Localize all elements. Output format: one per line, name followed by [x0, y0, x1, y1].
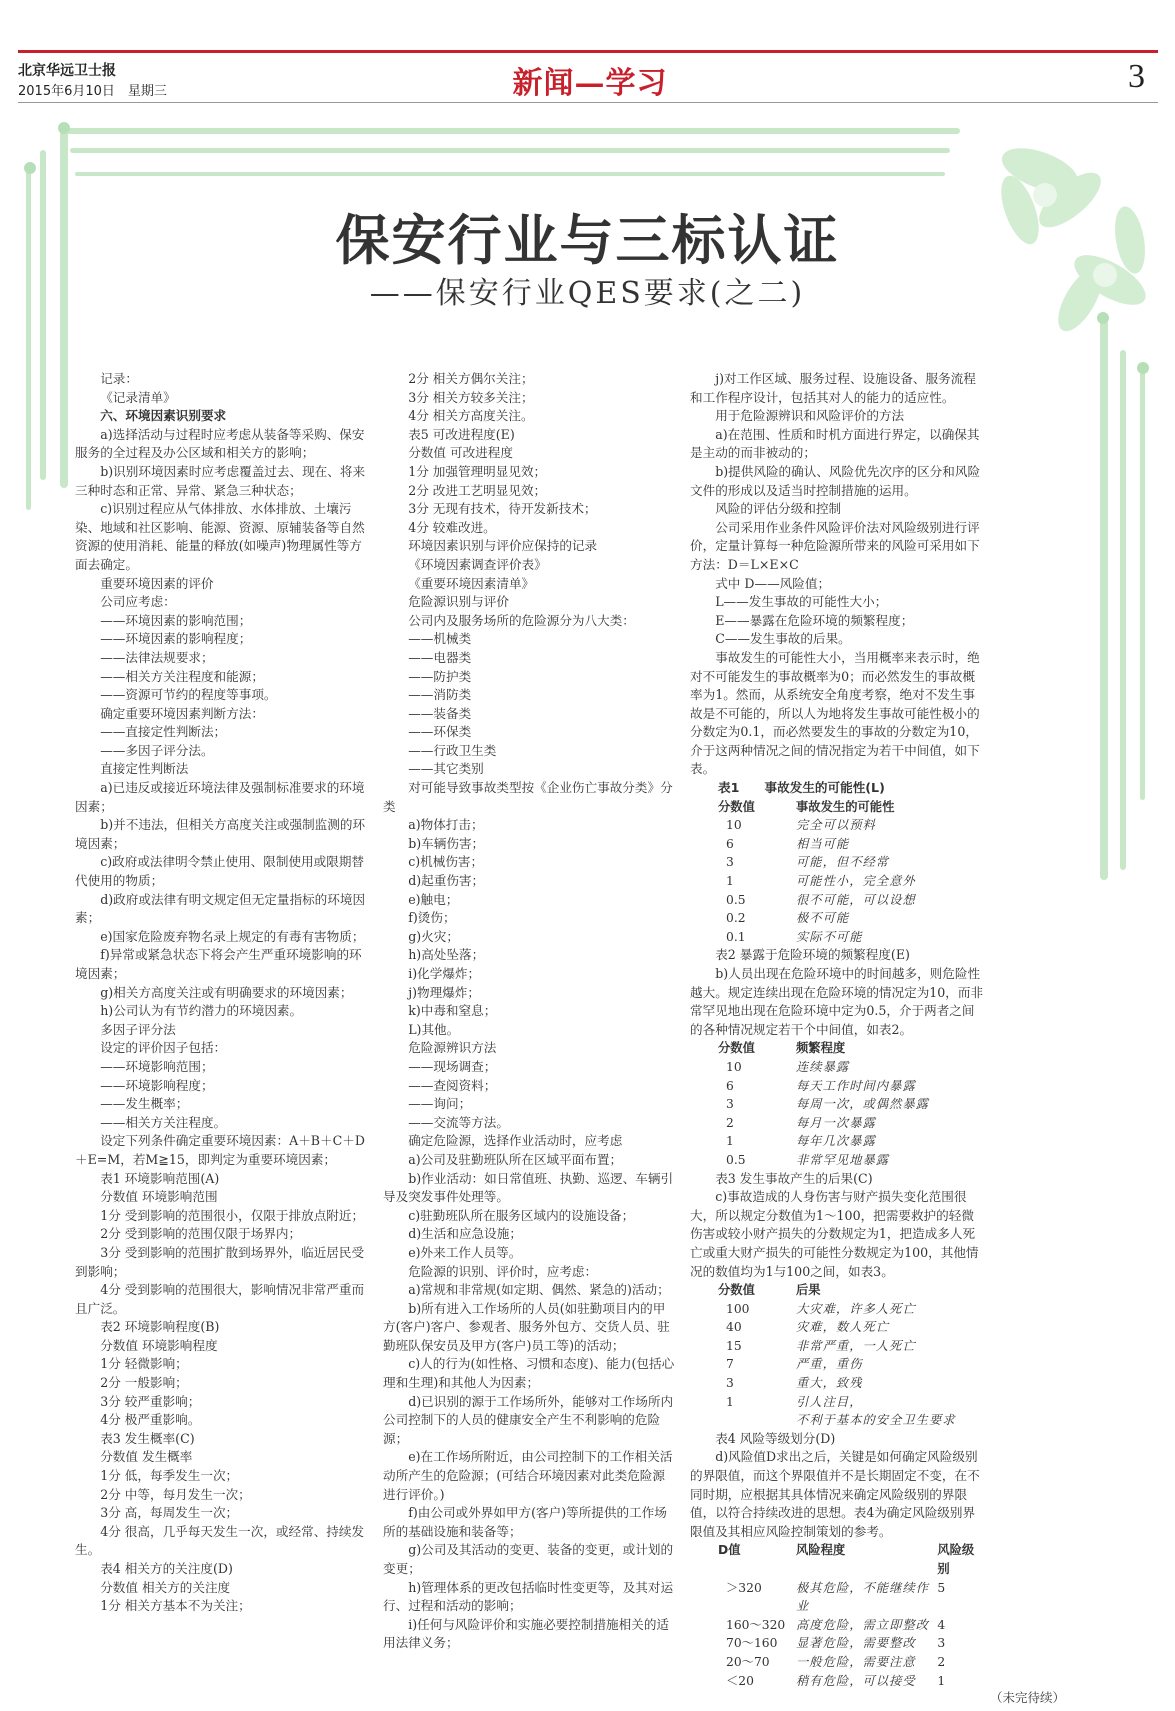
table-cell: 3 — [937, 1636, 946, 1651]
table-row — [690, 928, 985, 947]
paragraph: L——发生事故的可能性大小； — [715, 594, 888, 610]
table-cell: 1 — [726, 874, 734, 889]
paragraph: 分数值 相关方的关注度 — [100, 1579, 231, 1595]
table-header-cell: 风险程度 — [796, 1543, 846, 1558]
table-header-cell: 后果 — [796, 1283, 821, 1298]
paragraph: 3分 无现有技术，待开发新技术； — [408, 501, 597, 517]
frame-dot — [24, 162, 36, 174]
table-cell: 可能性小，完全意外 — [796, 874, 916, 889]
paragraph: 2分 改进工艺明显见效； — [408, 482, 547, 498]
paragraph: 设定的评价因子包括： — [100, 1040, 227, 1056]
paragraph: 多因子评分法 — [100, 1021, 176, 1037]
frame-bar — [1120, 350, 1126, 870]
table-cell: 0.2 — [726, 911, 746, 926]
table-cell: 可能，但不经常 — [796, 855, 890, 870]
table-row — [690, 1672, 985, 1691]
table-header-row — [690, 798, 985, 817]
paragraph: h)公司认为有节约潜力的环境因素。 — [100, 1003, 303, 1019]
table-cell: 高度危险，需立即整改 — [796, 1617, 929, 1632]
table-row — [690, 853, 985, 872]
frame-bar — [1100, 320, 1108, 880]
paragraph: 表4 风险等级划分(D) — [715, 1430, 836, 1446]
table-row — [690, 816, 985, 835]
paragraph: h)管理体系的更改包括临时性变更等，及其对运行、过程和活动的影响； — [383, 1579, 674, 1614]
table-cell: 重大，致残 — [796, 1376, 863, 1391]
paragraph: ——其它类别 — [408, 761, 484, 777]
table-cell: 显著危险，需要整改 — [796, 1636, 916, 1651]
table-cell — [690, 1411, 796, 1430]
table-cell: 10 — [726, 818, 742, 833]
table-cell: ＞320 — [726, 1580, 762, 1595]
table-row — [690, 872, 985, 891]
table-row — [690, 1616, 985, 1635]
table-cell: 0.5 — [726, 1152, 746, 1167]
paragraph: f)由公司或外界如甲方(客户)等所提供的工作场所的基础设施和装备等； — [383, 1505, 667, 1539]
article-title: 保安行业与三标认证 — [335, 208, 840, 272]
table-cell: 7 — [726, 1357, 734, 1372]
paragraph: 公司内及服务场所的危险源分为八大类： — [408, 612, 635, 628]
paragraph: 2分 相关方偶尔关注； — [408, 371, 534, 386]
table-cell: 2 — [937, 1654, 946, 1669]
paragraph: ——发生概率； — [100, 1096, 189, 1112]
paragraph: ——相关方关注程度。 — [100, 1114, 227, 1130]
table-row — [690, 1318, 985, 1337]
table-row — [690, 909, 985, 928]
paragraph: 1分 相关方基本不为关注； — [100, 1598, 251, 1614]
table-cell: 极不可能 — [796, 911, 850, 926]
masthead-bottom-rule — [18, 102, 1158, 103]
paragraph: ——多因子评分法。 — [100, 742, 214, 758]
table-cell: 连续暴露 — [796, 1059, 850, 1074]
table-cell: 完全可以预料 — [796, 818, 876, 833]
paragraph: 环境因素识别与评价应保持的记录 — [408, 538, 598, 554]
paragraph: 危险源识别与评价 — [408, 594, 509, 610]
col3-exposure-text — [690, 946, 985, 1039]
page-number: 3 — [1128, 58, 1145, 95]
table-cell: 灾难，数人死亡 — [796, 1320, 890, 1335]
paragraph: ——电器类 — [408, 649, 472, 665]
table-header-cell: 事故发生的可能性 — [796, 799, 895, 814]
paragraph: 直接定性判断法 — [100, 761, 189, 777]
paragraph: ——装备类 — [408, 705, 472, 721]
paragraph: e)国家危险废弃物名录上规定的有毒有害物质； — [100, 928, 365, 944]
table-cell: 很不可能，可以设想 — [796, 892, 916, 907]
paragraph: ——环境影响范围； — [100, 1058, 214, 1074]
table-row — [690, 1337, 985, 1356]
table-row — [690, 1077, 985, 1096]
paragraph: c)机械伤害； — [408, 854, 484, 870]
paragraph: 记录： — [100, 371, 138, 386]
section-title: 新闻—学习 — [512, 66, 668, 101]
table-cell: 3 — [726, 1097, 734, 1112]
table-row — [690, 1300, 985, 1319]
table-row — [690, 1634, 985, 1653]
paragraph: h)高处坠落； — [408, 947, 485, 963]
paragraph: g)公司及其活动的变更、装备的变更，或计划的变更； — [383, 1542, 674, 1576]
paragraph: ——查阅资料； — [408, 1077, 497, 1093]
table-cell: 1 — [726, 1134, 734, 1149]
paragraph: ——环保类 — [408, 724, 472, 740]
table-row — [690, 1393, 985, 1412]
paragraph: e)触电； — [408, 891, 459, 907]
paragraph: c)政府或法律明令禁止使用、限制使用或限期替代使用的物质； — [75, 854, 365, 889]
table-consequence — [690, 1281, 985, 1430]
table-cell: 6 — [726, 1078, 734, 1093]
paragraph: 分数值 发生概率 — [100, 1449, 193, 1465]
paragraph: a)已违反或接近环境法律及强制标准要求的环境因素； — [75, 780, 365, 814]
paragraph: 表2 暴露于危险环境的频繁程度(E) — [715, 947, 910, 963]
paragraph: 3分 高，每周发生一次； — [100, 1505, 239, 1521]
paragraph: 分数值 可改进程度 — [408, 445, 513, 461]
table-header-row — [690, 1281, 985, 1300]
table-l-caption: 表1 事故发生的可能性(L) — [718, 780, 885, 796]
paragraph: i)任何与风险评价和实施必要控制措施相关的适用法律义务； — [383, 1616, 670, 1651]
paragraph: 4分 很高，几乎每天发生一次，或经常、持续发生。 — [75, 1523, 365, 1558]
table-row — [690, 1151, 985, 1170]
table-row — [690, 835, 985, 854]
table-likelihood — [690, 798, 985, 947]
frame-bar — [1140, 370, 1145, 800]
paragraph: b)车辆伤害； — [408, 835, 485, 851]
table-cell: 1 — [937, 1673, 946, 1688]
table-cell: 极其危险，不能继续作业 — [796, 1580, 929, 1614]
table-cell: 严重，重伤 — [796, 1357, 863, 1372]
paragraph: 4分 相关方高度关注。 — [408, 408, 534, 424]
table-cell: 5 — [937, 1580, 946, 1595]
paragraph: 《环境因素调查评价表》 — [408, 556, 547, 572]
table-cell: 4 — [937, 1617, 946, 1632]
paragraph: 重要环境因素的评价 — [100, 575, 214, 591]
paragraph: ——消防类 — [408, 687, 472, 703]
table-cell: 不利于基本的安全卫生要求 — [796, 1413, 956, 1428]
paragraph: a)在范围、性质和时机方面进行界定，以确保其是主动的而非被动的； — [690, 426, 980, 461]
paragraph: ——直接定性判断法； — [100, 724, 227, 740]
paragraph: 《重要环境因素清单》 — [408, 575, 535, 591]
table-cell: 稍有危险，可以接受 — [796, 1673, 916, 1688]
table-cell: 大灾难，许多人死亡 — [796, 1301, 916, 1316]
paragraph: j)对工作区域、服务过程、设施设备、服务流程和工作程序设计，包括其对人的能力的适应性。 — [690, 371, 976, 405]
table-header-cell: 分数值 — [718, 799, 755, 814]
table-cell: 1 — [726, 1394, 734, 1409]
table-cell: 实际不可能 — [796, 929, 863, 944]
frame-dot — [1137, 362, 1149, 374]
paper-name: 北京华远卫士报 — [18, 63, 116, 79]
paragraph: ——现场调查； — [408, 1058, 497, 1074]
table-row — [690, 1374, 985, 1393]
col3-consequence-text — [690, 1170, 985, 1282]
table-cell: 70～160 — [726, 1636, 778, 1651]
table-cell: 每月一次暴露 — [796, 1115, 876, 1130]
to-be-continued: （未完待续） — [989, 1690, 1065, 1705]
paragraph: 表1 环境影响范围(A) — [100, 1170, 220, 1186]
table-row — [690, 1095, 985, 1114]
issue-date: 2015年6月10日 星期三 — [18, 84, 167, 99]
table-cell: 一般危险，需要注意 — [796, 1654, 916, 1669]
article-column-3 — [690, 370, 985, 1690]
paragraph: e)外来工作人员等。 — [408, 1244, 522, 1260]
table-cell: 相当可能 — [796, 836, 850, 851]
table-header-cell: 分数值 — [718, 1283, 755, 1298]
paragraph: a)公司及驻勤班队所在区域平面布置； — [408, 1151, 623, 1167]
paragraph: 3分 受到影响的范围扩散到场界外，临近居民受到影响； — [75, 1244, 365, 1279]
paragraph: g)火灾； — [408, 928, 459, 944]
paragraph: 2分 受到影响的范围仅限于场界内； — [100, 1226, 302, 1242]
paragraph: a)物体打击； — [408, 817, 484, 833]
paragraph: ——环境因素的影响程度； — [100, 631, 252, 647]
paragraph: d)政府或法律有明文规定但无定量指标的环境因素； — [75, 891, 366, 926]
paragraph: 式中 D——风险值； — [715, 575, 831, 591]
paragraph: ——环境因素的影响范围； — [100, 612, 252, 628]
paragraph: 3分 较严重影响； — [100, 1393, 201, 1409]
paragraph: b)识别环境因素时应考虑覆盖过去、现在、将来三种时态和正常、异常、紧急三种状态； — [75, 463, 366, 498]
paragraph: ——机械类 — [408, 631, 472, 647]
table-cell: 引人注目， — [796, 1394, 863, 1409]
paragraph: 4分 较难改进。 — [408, 519, 496, 535]
table-cell: 20～70 — [726, 1654, 770, 1669]
paragraph: 表4 相关方的关注度(D) — [100, 1561, 233, 1576]
paragraph: b)所有进入工作场所的人员(如驻勤项目内的甲方(客户)客户、参观者、服务外包方、交货人员、驻勤班队保安员及甲方(客户)员工等)的活动； — [383, 1300, 670, 1353]
paragraph: 危险源辨识方法 — [408, 1040, 497, 1056]
paragraph: a)选择活动与过程时应考虑从装备等采购、保安服务的全过程及办公区域和相关方的影响； — [75, 426, 365, 461]
table-header-row — [690, 1039, 985, 1058]
paragraph: 表3 发生事故产生的后果(C) — [715, 1170, 873, 1186]
paragraph: 1分 低，每季发生一次； — [100, 1468, 239, 1484]
paragraph: c)识别过程应从气体排放、水体排放、土壤污染、地域和社区影响、能源、资源、原辅装备等自然资源的使用消耗、能量的释放(如噪声)物理属性等方面去确定。 — [75, 501, 365, 572]
table-cell: 非常严重，一人死亡 — [796, 1338, 916, 1353]
masthead-top-rule — [18, 50, 1158, 53]
table-row — [690, 1653, 985, 1672]
paragraph: 危险源的识别、评价时，应考虑： — [408, 1263, 598, 1279]
article-column-2 — [383, 370, 675, 1653]
paragraph: ——询问； — [408, 1096, 472, 1112]
frame-bar — [75, 172, 945, 176]
paragraph: 2分 中等，每月发生一次； — [100, 1486, 251, 1502]
table-cell: 3 — [726, 855, 734, 870]
paragraph: i)化学爆炸； — [408, 966, 481, 981]
paragraph: 用于危险源辨识和风险评价的方法 — [715, 408, 905, 424]
paragraph: 设定下列条件确定重要环境因素：A＋B＋C＋D＋E=M，若M≧15，即判定为重要环境因素； — [75, 1133, 365, 1167]
paragraph: 1分 受到影响的范围很小，仅限于排放点附近； — [100, 1207, 365, 1223]
paragraph: E——暴露在危险环境的频繁程度； — [715, 612, 914, 628]
paragraph: C——发生事故的后果。 — [715, 631, 851, 647]
paragraph: 《记录清单》 — [100, 389, 176, 405]
table-risk-level — [690, 1541, 985, 1690]
table-cell: 2 — [726, 1115, 734, 1130]
frame-bar — [70, 148, 950, 153]
table-cell: 0.5 — [726, 892, 746, 907]
table-row — [690, 1355, 985, 1374]
col3-risk-text — [690, 1430, 985, 1542]
paragraph: j)物理爆炸； — [408, 984, 480, 1000]
paragraph: d)生活和应急设施； — [408, 1226, 522, 1242]
table-cell: 6 — [726, 836, 734, 851]
paragraph: a)常规和非常规(如定期、偶然、紧急的)活动； — [408, 1282, 670, 1298]
table-cell: 3 — [726, 1376, 734, 1391]
table-cell: 非常罕见地暴露 — [796, 1152, 890, 1167]
table-header-row — [690, 1541, 985, 1578]
paragraph: b)提供风险的确认、风险优先次序的区分和风险文件的形成以及适当时控制措施的运用。 — [690, 463, 981, 498]
paragraph: f)异常或紧急状态下将会产生严重环境影响的环境因素； — [75, 947, 362, 981]
paragraph: 4分 极严重影响。 — [100, 1412, 201, 1428]
paragraph: 风险的评估分级和控制 — [715, 501, 842, 517]
paragraph: ——环境影响程度； — [100, 1077, 214, 1093]
paragraph: b)作业活动：如日常值班、执勤、巡逻、车辆引导及突发事件处理等。 — [383, 1170, 674, 1205]
paragraph: 表2 环境影响程度(B) — [100, 1319, 220, 1335]
paragraph: 3分 相关方较多关注； — [408, 389, 534, 405]
paragraph: 分数值 环境影响程度 — [100, 1337, 218, 1353]
frame-bar — [60, 128, 960, 134]
table-cell: 每天工作时间内暴露 — [796, 1078, 916, 1093]
table-cell: 100 — [726, 1301, 750, 1316]
paragraph: 确定重要环境因素判断方法： — [100, 705, 264, 721]
paragraph: 确定危险源，选择作业活动时，应考虑 — [408, 1133, 623, 1149]
paragraph: ——资源可节约的程度等事项。 — [100, 687, 277, 703]
table-cell: 15 — [726, 1338, 742, 1353]
paragraph: d)起重伤害； — [408, 873, 485, 889]
paragraph: c)事故造成的人身伤害与财产损失变化范围很大，所以规定分数值为1～100，把需要救护的轻微伤害或较小财产损失的分数规定为1，把造成多人死亡或重大财产损失的可能性分数规定为100，其他情况的数值均为1与100之间，如表3。 — [690, 1189, 979, 1279]
paragraph: d)已识别的源于工作场所外，能够对工作场所内公司控制下的人员的健康安全产生不利影响的危险源； — [383, 1393, 674, 1446]
paragraph: 公司采用作业条件风险评价法对风险级别进行评价，定量计算每一种危险源所带来的风险可采用如下方法：D＝L×E×C — [690, 519, 980, 572]
paragraph: c)人的行为(如性格、习惯和态度)、能力(包括心理和生理)和其他人为因素； — [383, 1356, 675, 1391]
table-header-cell: D值 — [718, 1543, 741, 1558]
paragraph: ——行政卫生类 — [408, 742, 497, 758]
paragraph: ——交流等方法。 — [408, 1114, 509, 1130]
col3-intro — [690, 370, 985, 779]
paragraph: 分数值 环境影响范围 — [100, 1189, 218, 1205]
table-row — [690, 1114, 985, 1133]
table-cell: 160～320 — [726, 1617, 786, 1632]
paragraph: 公司应考虑： — [100, 594, 176, 610]
article-subtitle: ——保安行业QES要求(之二) — [369, 276, 806, 311]
table-cell: 每年几次暴露 — [796, 1134, 876, 1149]
paragraph: f)烫伤； — [408, 910, 456, 926]
paragraph: g)相关方高度关注或有明确要求的环境因素； — [100, 984, 353, 1000]
paragraph: e)在工作场所附近，由公司控制下的工作相关活动所产生的危险源；(可结合环境因素对此类危险源进行评价。) — [383, 1449, 673, 1502]
paragraph: 表3 发生概率(C) — [100, 1430, 195, 1446]
table-header-cell: 风险级别 — [937, 1543, 975, 1576]
paragraph: 对可能导致事故类型按《企业伤亡事故分类》分类 — [383, 780, 673, 814]
table-row — [690, 1058, 985, 1077]
table-row — [690, 1132, 985, 1151]
frame-dot — [58, 122, 70, 134]
paragraph: 1分 加强管理明显见效； — [408, 463, 547, 479]
paragraph: 2分 一般影响； — [100, 1375, 188, 1391]
table-cell: 每周一次，或偶然暴露 — [796, 1097, 929, 1112]
table-cell: 0.1 — [726, 929, 746, 944]
paragraph: ——相关方关注程度和能源； — [100, 668, 264, 684]
paragraph: 1分 轻微影响； — [100, 1356, 188, 1372]
table-cell: 40 — [726, 1320, 742, 1335]
paragraph: ——防护类 — [408, 668, 472, 684]
table-header-cell: 分数值 — [718, 1041, 755, 1056]
paragraph: k)中毒和窒息； — [408, 1003, 497, 1019]
table-header-cell: 频繁程度 — [796, 1041, 846, 1056]
paragraph: 表5 可改进程度(E) — [408, 426, 515, 442]
article-column-1 — [75, 370, 367, 1616]
paragraph: 4分 受到影响的范围很大，影响情况非常严重而且广泛。 — [75, 1282, 365, 1316]
paragraph: L)其他。 — [408, 1021, 460, 1037]
table-cell: 10 — [726, 1059, 742, 1074]
table-row — [690, 1411, 985, 1430]
table-row — [690, 1579, 985, 1616]
paragraph: ——法律法规要求； — [100, 649, 214, 665]
paragraph: c)驻勤班队所在服务区域内的设施设备； — [408, 1207, 635, 1223]
paragraph: 六、环境因素识别要求 — [100, 408, 227, 424]
table-cell: ＜20 — [726, 1673, 754, 1688]
paragraph: b)人员出现在危险环境中的时间越多，则危险性越大。规定连续出现在危险环境的情况定为10，而非常罕见地出现在危险环境中定为0.5，介于两者之间的各种情况规定若干个中间值，如表2。 — [690, 966, 984, 1037]
paragraph: b)并不违法，但相关方高度关注或强制监测的环境因素； — [75, 817, 366, 851]
table-row — [690, 891, 985, 910]
table-exposure — [690, 1039, 985, 1169]
paragraph: d)风险值D求出之后，关键是如何确定风险级别的界限值，而这个界限值并不是长期固定不变，在不同时期，应根据其具体情况来确定风险级别的界限值，以符合持续改进的思想。表4为确定风险级别界限值及其相应风险控制策划的参考。 — [690, 1449, 980, 1539]
paragraph: 事故发生的可能性大小，当用概率来表示时，绝对不可能发生的事故概率为0；而必然发生的事故概率为1。然而，从系统安全角度考察，绝对不发生事故是不可能的，所以人为地将发生事故可能性极小的分数定为0.1，而必然要发生的事故的分数定为10，介于这两种情况之间的情况指定为若干中间值，如下表。 — [690, 649, 980, 777]
